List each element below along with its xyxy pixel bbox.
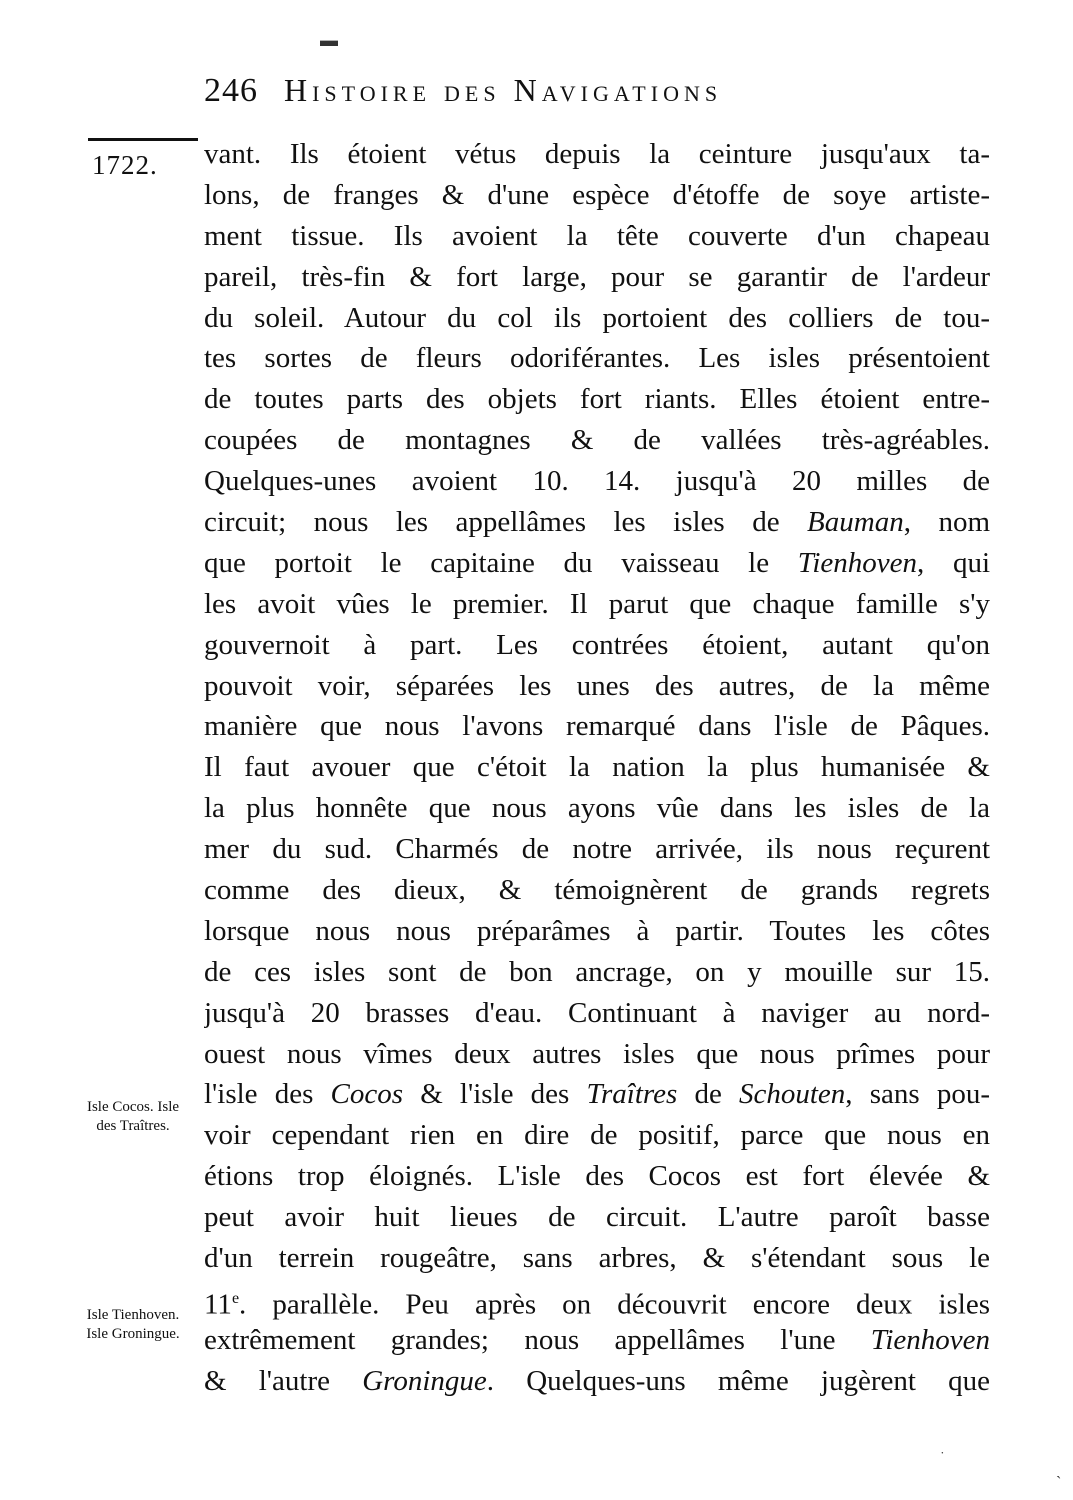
italic-name-groningue: Groningue xyxy=(362,1364,487,1397)
text-line xyxy=(204,1074,990,1115)
text-run: l'isle des xyxy=(204,1078,331,1111)
text-line xyxy=(204,1361,990,1402)
text-line: gouvernoit à part. Les contrées étoient, autant qu'on xyxy=(204,628,990,661)
text-line xyxy=(204,1320,990,1361)
text-line: mer du sud. Charmés de notre arrivée, ils nous reçurent xyxy=(204,833,990,866)
text-line: jusqu'à 20 brasses d'eau. Continuant à naviger au nord- xyxy=(204,996,990,1029)
text-run: . parallèle. Peu après on découvrit encore deux isles xyxy=(239,1288,990,1320)
print-speck: ˏ xyxy=(1056,1462,1062,1479)
text-line: étions trop éloignés. L'isle des Cocos est fort élevée & xyxy=(204,1160,990,1193)
text-run: . Quelques-uns même jugèrent que xyxy=(486,1364,990,1397)
text-line: lorsque nous nous préparâmes à partir. Toutes les côtes xyxy=(204,914,990,947)
running-title: Histoire des Navigations xyxy=(284,72,723,108)
print-speck: ▬ xyxy=(320,30,338,50)
margin-note-cocos-traitres: Isle Cocos. Isle des Traîtres. xyxy=(86,1099,180,1134)
text-line: ouest nous vîmes deux autres isles que nous prîmes pour xyxy=(204,1037,990,1070)
text-run: & l'isle des xyxy=(403,1078,587,1111)
page-number: 246 xyxy=(204,72,258,109)
italic-name-tienhoven: Tienhoven xyxy=(870,1323,990,1356)
running-head xyxy=(204,72,924,110)
print-speck: ˙ xyxy=(940,1450,945,1465)
text-run: extrêmement grandes; nous appellâmes l'une xyxy=(204,1323,871,1356)
text-run: circuit; nous les appellâmes les isles de xyxy=(204,506,808,539)
text-line: coupées de montagnes & de vallées très-agréables. xyxy=(204,424,990,457)
text-run: , nom xyxy=(903,506,990,539)
superscript: e xyxy=(231,1289,240,1307)
text-line: Il faut avouer que c'étoit la nation la plus humanisée & xyxy=(204,751,990,784)
text-line: la plus honnête que nous ayons vûe dans les isles de la xyxy=(204,792,990,825)
italic-name-cocos: Cocos xyxy=(330,1078,404,1111)
text-line: vant. Ils étoient vétus depuis la ceinture jusqu'aux ta- xyxy=(204,138,990,170)
text-line: peut avoir huit lieues de circuit. L'autre paroît basse xyxy=(204,1201,990,1234)
text-line: manière que nous l'avons remarqué dans l'isle de Pâques. xyxy=(204,710,990,743)
italic-name-bauman: Bauman xyxy=(807,506,904,539)
text-line: voir cependant rien en dire de positif, parce que nous en xyxy=(204,1119,990,1152)
text-line xyxy=(204,543,990,584)
text-run: , sans pou- xyxy=(845,1078,990,1111)
text-line: ment tissue. Ils avoient la tête couverte d'un chapeau xyxy=(204,219,990,252)
italic-name-traitres: Traîtres xyxy=(586,1078,678,1111)
text-run: que portoit le capitaine du vaisseau le xyxy=(204,546,798,579)
text-line: lons, de franges & d'une espèce d'étoffe de soye artiste- xyxy=(204,178,990,211)
text-line: de ces isles sont de bon ancrage, on y mouille sur 15. xyxy=(204,955,990,988)
text-line: Quelques-unes avoient 10. 14. jusqu'à 20 milles de xyxy=(204,465,990,498)
text-line: les avoit vûes le premier. Il parut que chaque famille s'y xyxy=(204,587,990,620)
text-line xyxy=(204,1279,990,1320)
text-run: 11 xyxy=(204,1288,232,1320)
margin-year: 1722. xyxy=(92,150,158,180)
text-line xyxy=(204,502,990,543)
text-line: de toutes parts des objets fort riants. Elles étoient entre- xyxy=(204,383,990,416)
italic-name-tienhoven: Tienhoven xyxy=(797,546,917,579)
margin-note-tienhoven-groningue: Isle Tienhoven. Isle Groningue. xyxy=(86,1307,180,1342)
text-line: pareil, très-fin & fort large, pour se garantir de l'ardeur xyxy=(204,260,990,293)
text-line: du soleil. Autour du col ils portoient des colliers de tou- xyxy=(204,301,990,334)
text-run: , qui xyxy=(917,546,990,579)
text-line: pouvoit voir, séparées les unes des autres, de la même xyxy=(204,669,990,702)
italic-name-schouten: Schouten xyxy=(738,1078,846,1111)
header-rule xyxy=(88,138,198,141)
body-text xyxy=(204,134,990,1402)
text-line: comme des dieux, & témoignèrent de grands regrets xyxy=(204,874,990,907)
text-line: d'un terrein rougeâtre, sans arbres, & s'étendant sous le xyxy=(204,1242,990,1275)
text-run: & l'autre xyxy=(204,1364,363,1397)
text-line: tes sortes de fleurs odoriférantes. Les isles présentoient xyxy=(204,342,990,375)
text-run: de xyxy=(677,1078,739,1111)
